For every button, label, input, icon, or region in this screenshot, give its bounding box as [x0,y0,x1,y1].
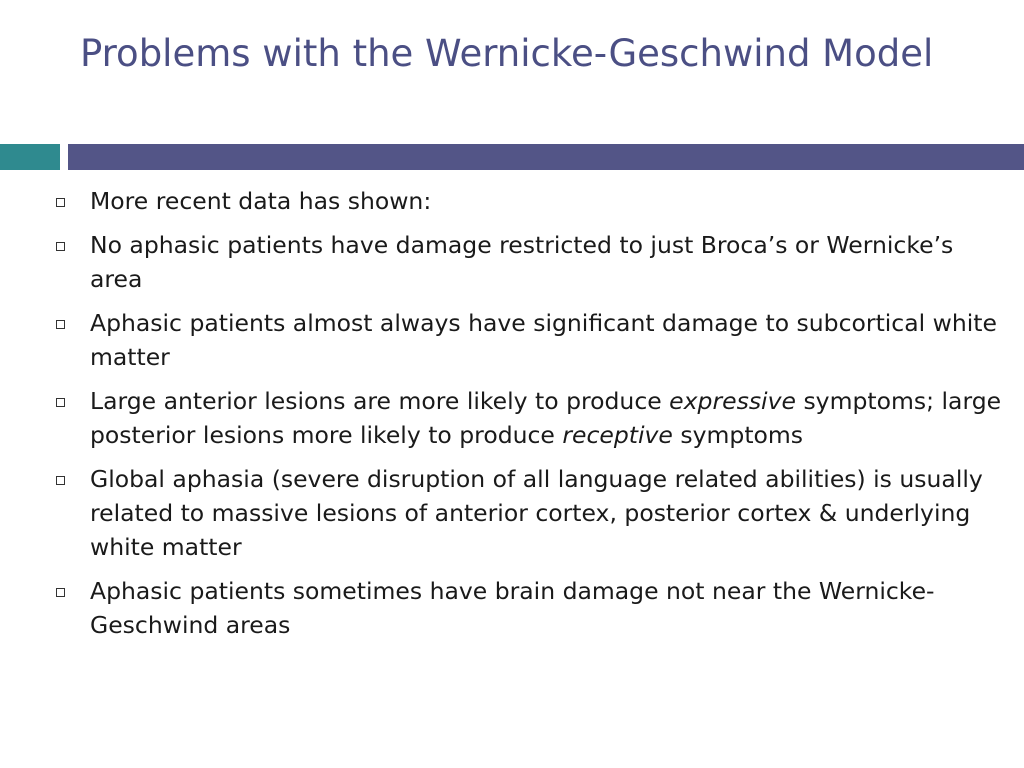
slide-title: Problems with the Wernicke-Geschwind Model [80,32,934,75]
bullet-text: Aphasic patients almost always have significant damage to subcortical white matter [90,309,997,371]
bullet-list [52,184,1002,652]
bullet-item [52,462,1002,564]
bullet-text-part: Large anterior lesions are more likely to produce [90,387,670,415]
bullet-item [52,228,1002,296]
bullet-text: Aphasic patients sometimes have brain damage not near the Wernicke-Geschwind areas [90,577,935,639]
bullet-text: Global aphasia (severe disruption of all language related abilities) is usually related to massive lesions of anterior cortex, posterior cortex & underlying white matter [90,465,983,561]
accent-bar-purple [68,144,1024,170]
bullet-text [90,387,1001,449]
square-bullet-icon [56,198,65,207]
bullet-text-part: symptoms [672,421,804,449]
square-bullet-icon [56,242,65,251]
square-bullet-icon [56,320,65,329]
bullet-text: No aphasic patients have damage restricted to just Broca’s or Wernicke’s area [90,231,954,293]
bullet-text: More recent data has shown: [90,187,432,215]
emphasis-expressive: expressive [669,387,796,415]
accent-bar-teal [0,144,60,170]
bullet-text-part: symptoms; large posterior lesions more likely to produce [90,387,1002,449]
bullet-item [52,184,1002,218]
bullet-item [52,384,1002,452]
emphasis-receptive: receptive [562,421,673,449]
square-bullet-icon [56,588,65,597]
square-bullet-icon [56,398,65,407]
bullet-item [52,306,1002,374]
bullet-item [52,574,1002,642]
square-bullet-icon [56,476,65,485]
